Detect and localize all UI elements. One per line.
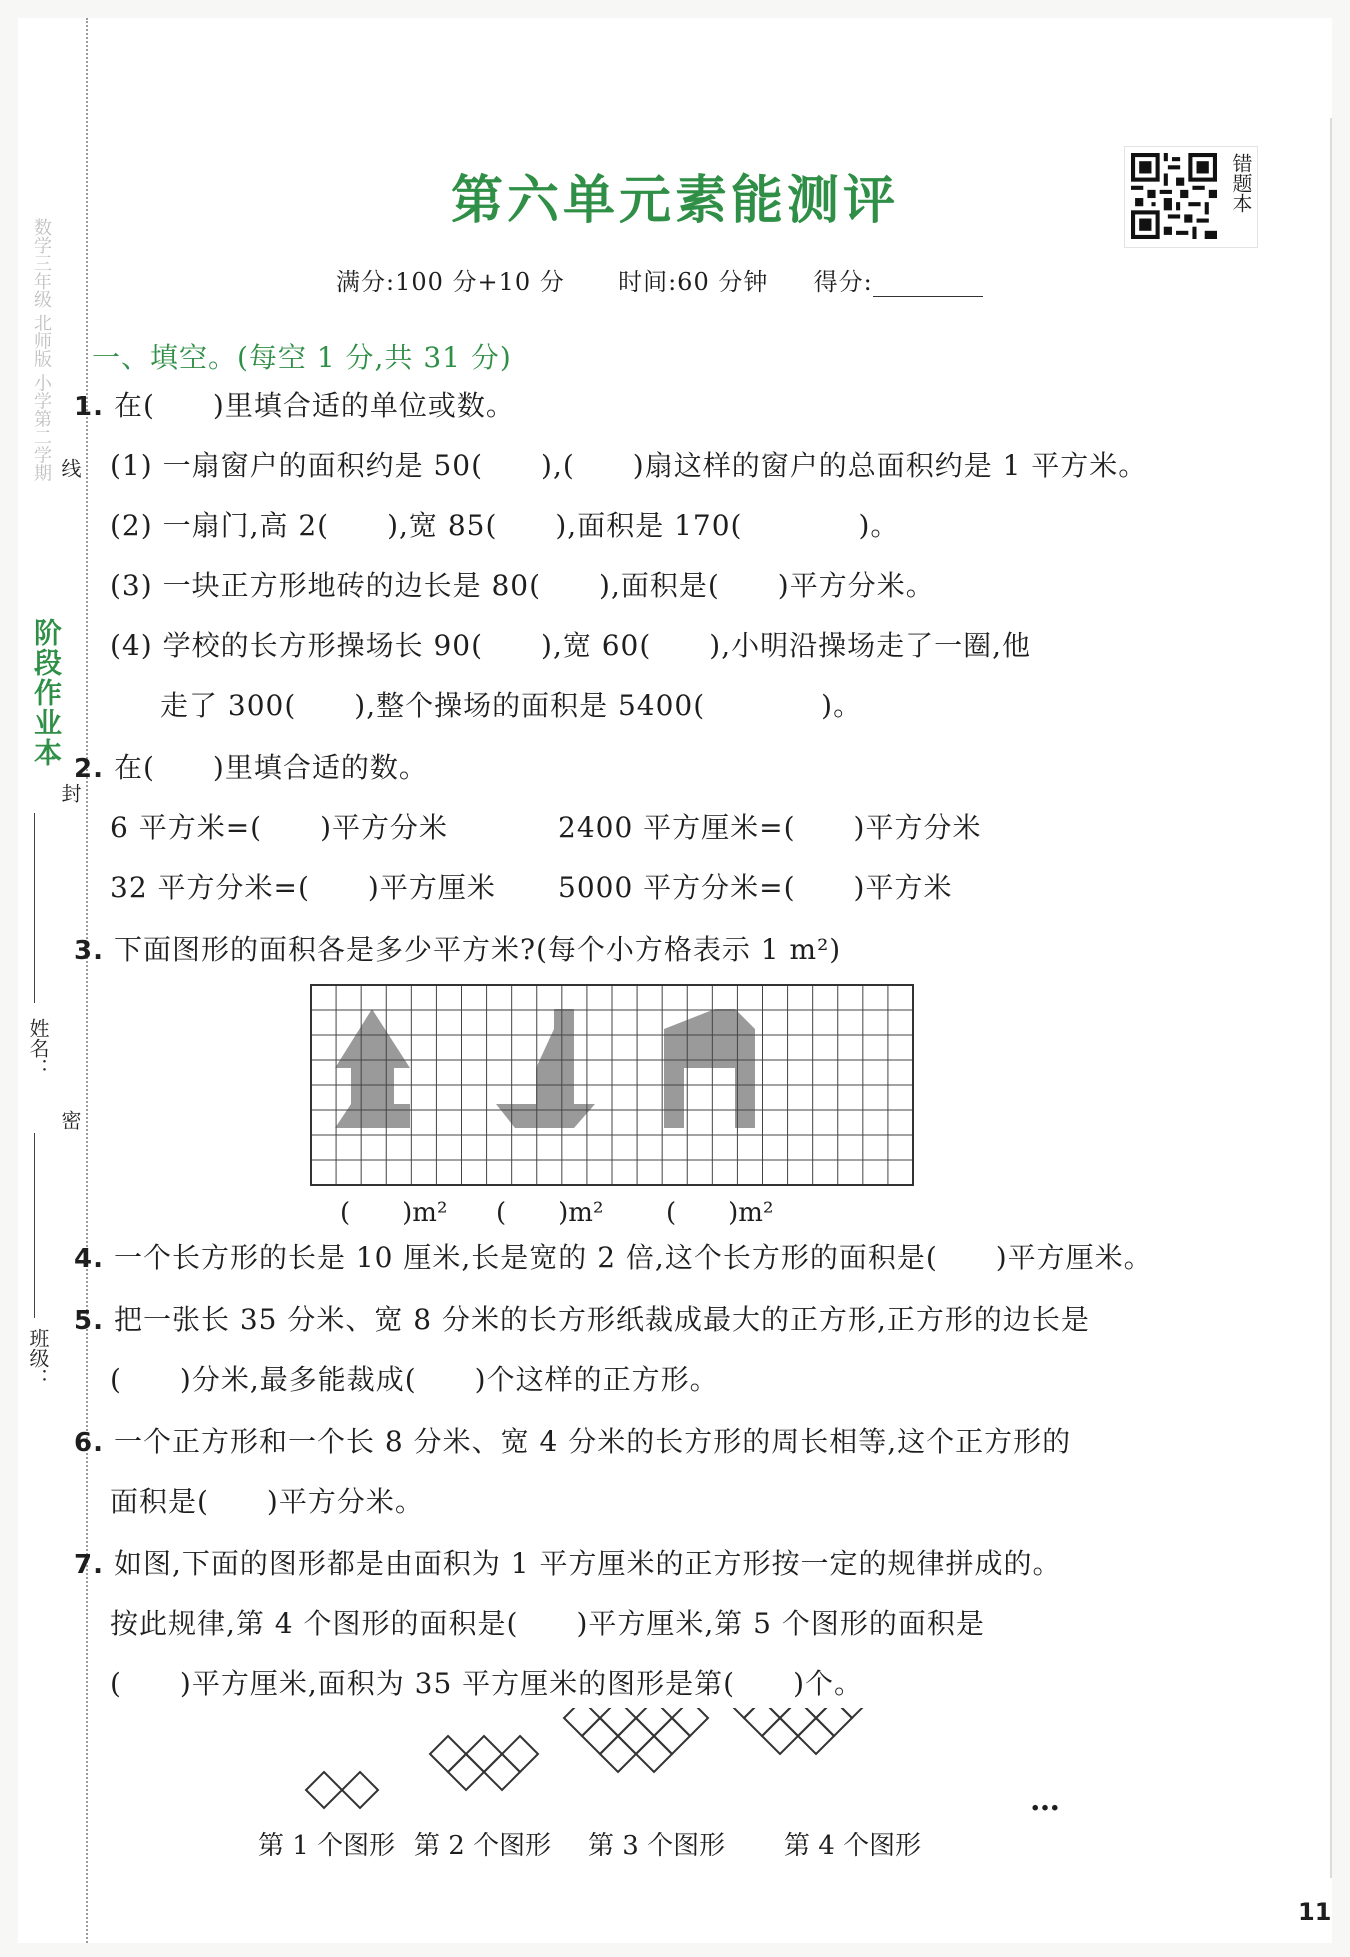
- question-number: 6.: [74, 1428, 104, 1458]
- binding-cut-line: [86, 18, 88, 1943]
- question-number: 5.: [74, 1306, 104, 1336]
- question-stem: 下面图形的面积各是多少平方米?(每个小方格表示 1 m²): [113, 933, 842, 966]
- grid-lines: [311, 985, 913, 1185]
- question-5: [74, 1298, 1090, 1338]
- qr-caption: 错题本: [1229, 153, 1253, 213]
- pattern-diamond: [636, 1736, 672, 1772]
- worksheet-page: [18, 18, 1332, 1943]
- pattern-diamond: [798, 1708, 834, 1718]
- pattern-diamond: [430, 1736, 466, 1772]
- side-seal-char: 封: [58, 783, 82, 803]
- question-3: [74, 928, 841, 968]
- q7-line-3[interactable]: ( )平方厘米,面积为 35 平方厘米的图形是第( )个。: [110, 1667, 864, 1700]
- pattern-diamond: [762, 1708, 798, 1718]
- time-limit-text: 时间:60 分钟: [618, 268, 769, 296]
- question-number: 3.: [74, 936, 104, 966]
- q1-part-1[interactable]: (1) 一扇窗户的面积约是 50( ),( )扇这样的窗户的总面积约是 1 平方米。: [110, 449, 1148, 482]
- q2-item-a[interactable]: 6 平方米=( )平方分米: [110, 811, 449, 844]
- score-blank[interactable]: [873, 274, 983, 297]
- pattern-label-3: 第 3 个图形: [588, 1831, 726, 1861]
- class-label: 班级：: [26, 1328, 50, 1388]
- section-heading: 一、填空。(每空 1 分,共 31 分): [92, 341, 512, 374]
- right-margin-rule: [1330, 118, 1332, 1878]
- question-1: [74, 384, 515, 424]
- question-number: 4.: [74, 1244, 104, 1274]
- score-label: 得分:: [813, 268, 873, 296]
- side-sealed-char: 密: [58, 1110, 82, 1130]
- area-grid-figure: [310, 984, 914, 1186]
- qr-code-box[interactable]: [1124, 146, 1258, 248]
- full-score-text: 满分:100 分+10 分: [336, 268, 565, 296]
- q3-answer-3[interactable]: ( )m²: [666, 1198, 774, 1228]
- side-brand-text: 数学三年级 北师版 小学第二学期: [31, 218, 52, 482]
- pattern-diamond: [600, 1736, 636, 1772]
- q1-part-4-cont[interactable]: 走了 300( ),整个操场的面积是 5400( )。: [160, 689, 863, 722]
- pattern-diamond: [342, 1772, 378, 1808]
- pattern-diamond: [654, 1718, 690, 1754]
- question-stem: 在( )里填合适的数。: [113, 751, 428, 784]
- question-stem: 在( )里填合适的单位或数。: [113, 389, 515, 422]
- pattern-label-4: 第 4 个图形: [784, 1831, 922, 1861]
- page-number: 11: [1298, 1898, 1332, 1926]
- question-7: [74, 1542, 1062, 1582]
- pattern-figure-4: [708, 1708, 888, 1754]
- q6-answer-line[interactable]: 面积是( )平方分米。: [110, 1485, 424, 1518]
- name-blank-line[interactable]: [34, 813, 35, 1003]
- pattern-diamond: [582, 1718, 618, 1754]
- pattern-diamond: [484, 1754, 520, 1790]
- pattern-figure-2: [430, 1736, 538, 1790]
- question-text: 一个长方形的长是 10 厘米,长是宽的 2 倍,这个长方形的面积是( )平方厘米。: [113, 1241, 1153, 1274]
- pattern-figures: [258, 1708, 1058, 1818]
- q3-answer-2[interactable]: ( )m²: [496, 1198, 604, 1228]
- question-text: 如图,下面的图形都是由面积为 1 平方厘米的正方形按一定的规律拼成的。: [113, 1547, 1062, 1580]
- q2-item-b[interactable]: 2400 平方厘米=( )平方分米: [558, 811, 982, 844]
- qr-code-icon: [1131, 153, 1217, 239]
- question-2: [74, 746, 428, 786]
- name-label: 姓名：: [26, 1018, 50, 1078]
- q7-line-2[interactable]: 按此规律,第 4 个图形的面积是( )平方厘米,第 5 个图形的面积是: [110, 1607, 985, 1640]
- question-number: 2.: [74, 754, 104, 784]
- q1-part-3[interactable]: (3) 一块正方形地砖的边长是 80( ),面积是( )平方分米。: [110, 569, 935, 602]
- pattern-diamond: [306, 1772, 342, 1808]
- pattern-diamond: [798, 1718, 834, 1754]
- q2-item-c[interactable]: 32 平方分米=( )平方厘米: [110, 871, 496, 904]
- q1-part-2[interactable]: (2) 一扇门,高 2( ),宽 85( ),面积是 170( )。: [110, 509, 900, 542]
- pattern-ellipsis: …: [1030, 1783, 1062, 1818]
- pattern-label-2: 第 2 个图形: [414, 1831, 552, 1861]
- pattern-diamond: [726, 1708, 762, 1718]
- page-title: 第六单元素能测评: [450, 170, 899, 231]
- question-6: [74, 1420, 1071, 1460]
- q1-part-4[interactable]: (4) 学校的长方形操场长 90( ),宽 60( ),小明沿操场走了一圈,他: [110, 629, 1032, 662]
- pattern-label-1: 第 1 个图形: [258, 1831, 396, 1861]
- q5-answer-line[interactable]: ( )分米,最多能裁成( )个这样的正方形。: [110, 1363, 719, 1396]
- pattern-diamond: [834, 1708, 870, 1718]
- q2-item-d[interactable]: 5000 平方分米=( )平方米: [558, 871, 953, 904]
- pattern-figure-1: [306, 1772, 378, 1808]
- side-line-char: 线: [58, 458, 82, 478]
- question-text: 一个正方形和一个长 8 分米、宽 4 分米的长方形的周长相等,这个正方形的: [113, 1425, 1072, 1458]
- question-text: 把一张长 35 分米、宽 8 分米的长方形纸裁成最大的正方形,正方形的边长是: [113, 1303, 1090, 1336]
- score-info-line: [336, 262, 983, 297]
- pattern-figure-3: [564, 1708, 708, 1772]
- pattern-diamond: [448, 1754, 484, 1790]
- pattern-diamond: [618, 1718, 654, 1754]
- question-number: 7.: [74, 1550, 104, 1580]
- question-number: 1.: [74, 392, 104, 422]
- pattern-diamond: [466, 1736, 502, 1772]
- question-4[interactable]: [74, 1236, 1153, 1276]
- pattern-diamond: [762, 1718, 798, 1754]
- side-logo-text: 阶段作业本: [30, 618, 63, 768]
- q3-answer-1[interactable]: ( )m²: [340, 1198, 448, 1228]
- class-blank-line[interactable]: [34, 1133, 35, 1318]
- pattern-diamond: [502, 1736, 538, 1772]
